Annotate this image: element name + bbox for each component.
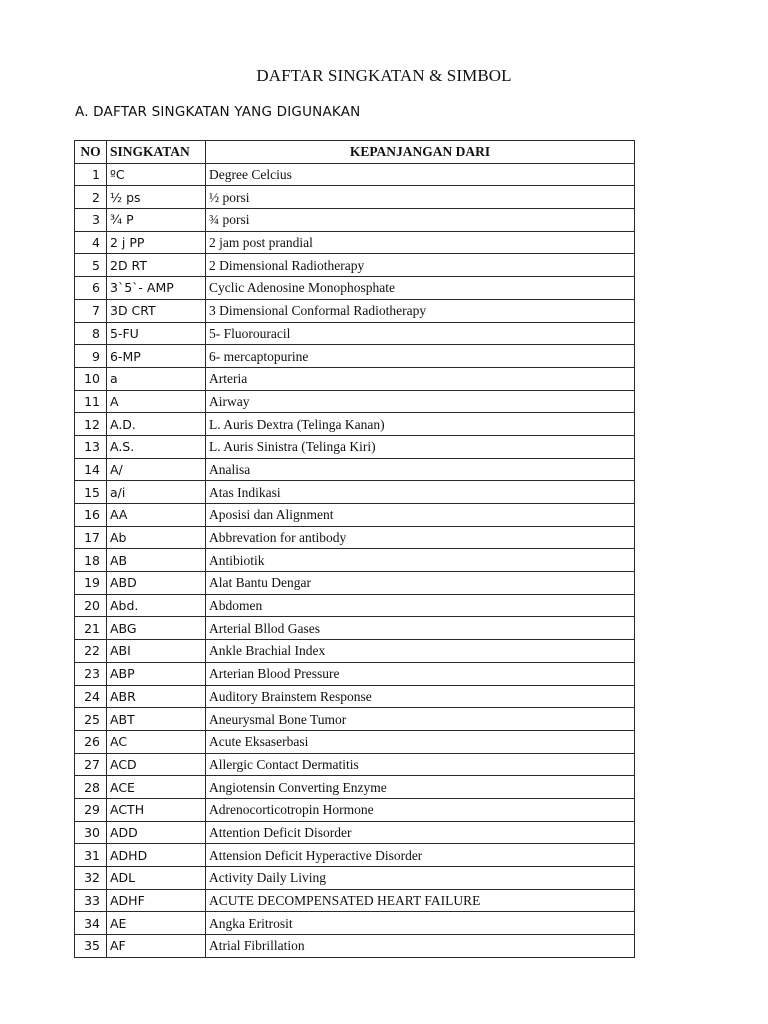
row-abbreviation: 6-MP bbox=[107, 345, 206, 368]
table-row bbox=[75, 935, 635, 958]
row-number: 30 bbox=[75, 821, 107, 844]
table-row bbox=[75, 572, 635, 595]
row-expansion: Antibiotik bbox=[206, 549, 635, 572]
row-abbreviation: ABG bbox=[107, 617, 206, 640]
row-expansion: Allergic Contact Dermatitis bbox=[206, 753, 635, 776]
table-row bbox=[75, 231, 635, 254]
row-abbreviation: 3`5`- AMP bbox=[107, 277, 206, 300]
row-abbreviation: ADHF bbox=[107, 889, 206, 912]
row-abbreviation: ACTH bbox=[107, 798, 206, 821]
row-abbreviation: ADL bbox=[107, 867, 206, 890]
row-expansion: Degree Celcius bbox=[206, 163, 635, 186]
row-number: 3 bbox=[75, 209, 107, 232]
row-number: 12 bbox=[75, 413, 107, 436]
row-number: 24 bbox=[75, 685, 107, 708]
row-abbreviation: ADD bbox=[107, 821, 206, 844]
table-row bbox=[75, 367, 635, 390]
row-abbreviation: 5-FU bbox=[107, 322, 206, 345]
row-expansion: 6- mercaptopurine bbox=[206, 345, 635, 368]
header-abbreviation: SINGKATAN bbox=[107, 141, 206, 164]
row-number: 16 bbox=[75, 504, 107, 527]
row-number: 17 bbox=[75, 526, 107, 549]
row-abbreviation: AE bbox=[107, 912, 206, 935]
row-expansion: Atas Indikasi bbox=[206, 481, 635, 504]
row-expansion: ACUTE DECOMPENSATED HEART FAILURE bbox=[206, 889, 635, 912]
row-expansion: 5- Fluorouracil bbox=[206, 322, 635, 345]
row-expansion: 2 Dimensional Radiotherapy bbox=[206, 254, 635, 277]
row-expansion: Ankle Brachial Index bbox=[206, 640, 635, 663]
row-expansion: Cyclic Adenosine Monophosphate bbox=[206, 277, 635, 300]
row-expansion: Arterial Bllod Gases bbox=[206, 617, 635, 640]
row-abbreviation: ACD bbox=[107, 753, 206, 776]
row-number: 8 bbox=[75, 322, 107, 345]
table-row bbox=[75, 209, 635, 232]
table-row bbox=[75, 481, 635, 504]
row-expansion: Auditory Brainstem Response bbox=[206, 685, 635, 708]
row-number: 27 bbox=[75, 753, 107, 776]
row-expansion: Analisa bbox=[206, 458, 635, 481]
table-body bbox=[75, 163, 635, 957]
row-number: 32 bbox=[75, 867, 107, 890]
table-row bbox=[75, 844, 635, 867]
row-expansion: Abbrevation for antibody bbox=[206, 526, 635, 549]
header-no: NO bbox=[75, 141, 107, 164]
row-expansion: Abdomen bbox=[206, 594, 635, 617]
table-row bbox=[75, 708, 635, 731]
row-number: 22 bbox=[75, 640, 107, 663]
row-number: 35 bbox=[75, 935, 107, 958]
table-row bbox=[75, 322, 635, 345]
row-number: 13 bbox=[75, 435, 107, 458]
row-abbreviation: a bbox=[107, 367, 206, 390]
row-abbreviation: Ab bbox=[107, 526, 206, 549]
row-abbreviation: ºC bbox=[107, 163, 206, 186]
row-abbreviation: ABR bbox=[107, 685, 206, 708]
row-number: 15 bbox=[75, 481, 107, 504]
row-expansion: Activity Daily Living bbox=[206, 867, 635, 890]
row-number: 34 bbox=[75, 912, 107, 935]
table-row bbox=[75, 912, 635, 935]
page-title: DAFTAR SINGKATAN & SIMBOL bbox=[256, 66, 512, 85]
row-number: 11 bbox=[75, 390, 107, 413]
row-abbreviation: 3D CRT bbox=[107, 299, 206, 322]
row-expansion: Aneurysmal Bone Tumor bbox=[206, 708, 635, 731]
row-number: 9 bbox=[75, 345, 107, 368]
table-row bbox=[75, 526, 635, 549]
row-abbreviation: A.S. bbox=[107, 435, 206, 458]
table-row bbox=[75, 867, 635, 890]
row-abbreviation: ½ ps bbox=[107, 186, 206, 209]
row-number: 10 bbox=[75, 367, 107, 390]
table-row bbox=[75, 435, 635, 458]
row-expansion: Alat Bantu Dengar bbox=[206, 572, 635, 595]
header-expansion: KEPANJANGAN DARI bbox=[206, 141, 635, 164]
row-number: 21 bbox=[75, 617, 107, 640]
section-heading: A. DAFTAR SINGKATAN YANG DIGUNAKAN bbox=[75, 104, 361, 120]
row-abbreviation: a/i bbox=[107, 481, 206, 504]
table-row bbox=[75, 798, 635, 821]
table-row bbox=[75, 186, 635, 209]
row-expansion: Angka Eritrosit bbox=[206, 912, 635, 935]
row-abbreviation: ABP bbox=[107, 662, 206, 685]
table-row bbox=[75, 821, 635, 844]
row-expansion: Attension Deficit Hyperactive Disorder bbox=[206, 844, 635, 867]
row-number: 25 bbox=[75, 708, 107, 731]
row-abbreviation: ADHD bbox=[107, 844, 206, 867]
row-abbreviation: AB bbox=[107, 549, 206, 572]
row-abbreviation: AA bbox=[107, 504, 206, 527]
row-number: 33 bbox=[75, 889, 107, 912]
row-number: 7 bbox=[75, 299, 107, 322]
table-row bbox=[75, 413, 635, 436]
row-expansion: Atrial Fibrillation bbox=[206, 935, 635, 958]
table-row bbox=[75, 594, 635, 617]
row-number: 29 bbox=[75, 798, 107, 821]
row-expansion: Attention Deficit Disorder bbox=[206, 821, 635, 844]
row-expansion: Angiotensin Converting Enzyme bbox=[206, 776, 635, 799]
table-row bbox=[75, 617, 635, 640]
row-abbreviation: A/ bbox=[107, 458, 206, 481]
row-expansion: Airway bbox=[206, 390, 635, 413]
row-abbreviation: ¾ P bbox=[107, 209, 206, 232]
table-row bbox=[75, 889, 635, 912]
row-number: 2 bbox=[75, 186, 107, 209]
row-abbreviation: A.D. bbox=[107, 413, 206, 436]
row-abbreviation: ABI bbox=[107, 640, 206, 663]
table-row bbox=[75, 685, 635, 708]
table-row bbox=[75, 549, 635, 572]
table-row bbox=[75, 640, 635, 663]
table-row bbox=[75, 390, 635, 413]
table-row bbox=[75, 753, 635, 776]
row-number: 23 bbox=[75, 662, 107, 685]
row-expansion: Aposisi dan Alignment bbox=[206, 504, 635, 527]
row-expansion: Acute Eksaserbasi bbox=[206, 730, 635, 753]
row-abbreviation: Abd. bbox=[107, 594, 206, 617]
row-expansion: ¾ porsi bbox=[206, 209, 635, 232]
row-expansion: 2 jam post prandial bbox=[206, 231, 635, 254]
row-expansion: L. Auris Sinistra (Telinga Kiri) bbox=[206, 435, 635, 458]
row-number: 4 bbox=[75, 231, 107, 254]
row-number: 28 bbox=[75, 776, 107, 799]
table-row bbox=[75, 662, 635, 685]
row-expansion: 3 Dimensional Conformal Radiotherapy bbox=[206, 299, 635, 322]
row-abbreviation: 2 j PP bbox=[107, 231, 206, 254]
row-number: 18 bbox=[75, 549, 107, 572]
row-abbreviation: AC bbox=[107, 730, 206, 753]
table-header-row bbox=[75, 141, 635, 164]
row-expansion: ½ porsi bbox=[206, 186, 635, 209]
table-row bbox=[75, 254, 635, 277]
table-row bbox=[75, 345, 635, 368]
row-number: 19 bbox=[75, 572, 107, 595]
row-expansion: Adrenocorticotropin Hormone bbox=[206, 798, 635, 821]
row-number: 31 bbox=[75, 844, 107, 867]
row-number: 1 bbox=[75, 163, 107, 186]
table-row bbox=[75, 776, 635, 799]
table-row bbox=[75, 299, 635, 322]
row-expansion: L. Auris Dextra (Telinga Kanan) bbox=[206, 413, 635, 436]
row-abbreviation: ABT bbox=[107, 708, 206, 731]
row-expansion: Arteria bbox=[206, 367, 635, 390]
table-row bbox=[75, 458, 635, 481]
abbreviation-table bbox=[74, 140, 635, 958]
table-row bbox=[75, 730, 635, 753]
row-abbreviation: AF bbox=[107, 935, 206, 958]
row-abbreviation: ACE bbox=[107, 776, 206, 799]
row-number: 5 bbox=[75, 254, 107, 277]
row-abbreviation: A bbox=[107, 390, 206, 413]
row-number: 14 bbox=[75, 458, 107, 481]
row-number: 20 bbox=[75, 594, 107, 617]
row-abbreviation: 2D RT bbox=[107, 254, 206, 277]
row-number: 26 bbox=[75, 730, 107, 753]
table-row bbox=[75, 163, 635, 186]
table-row bbox=[75, 277, 635, 300]
table-row bbox=[75, 504, 635, 527]
row-expansion: Arterian Blood Pressure bbox=[206, 662, 635, 685]
row-abbreviation: ABD bbox=[107, 572, 206, 595]
row-number: 6 bbox=[75, 277, 107, 300]
